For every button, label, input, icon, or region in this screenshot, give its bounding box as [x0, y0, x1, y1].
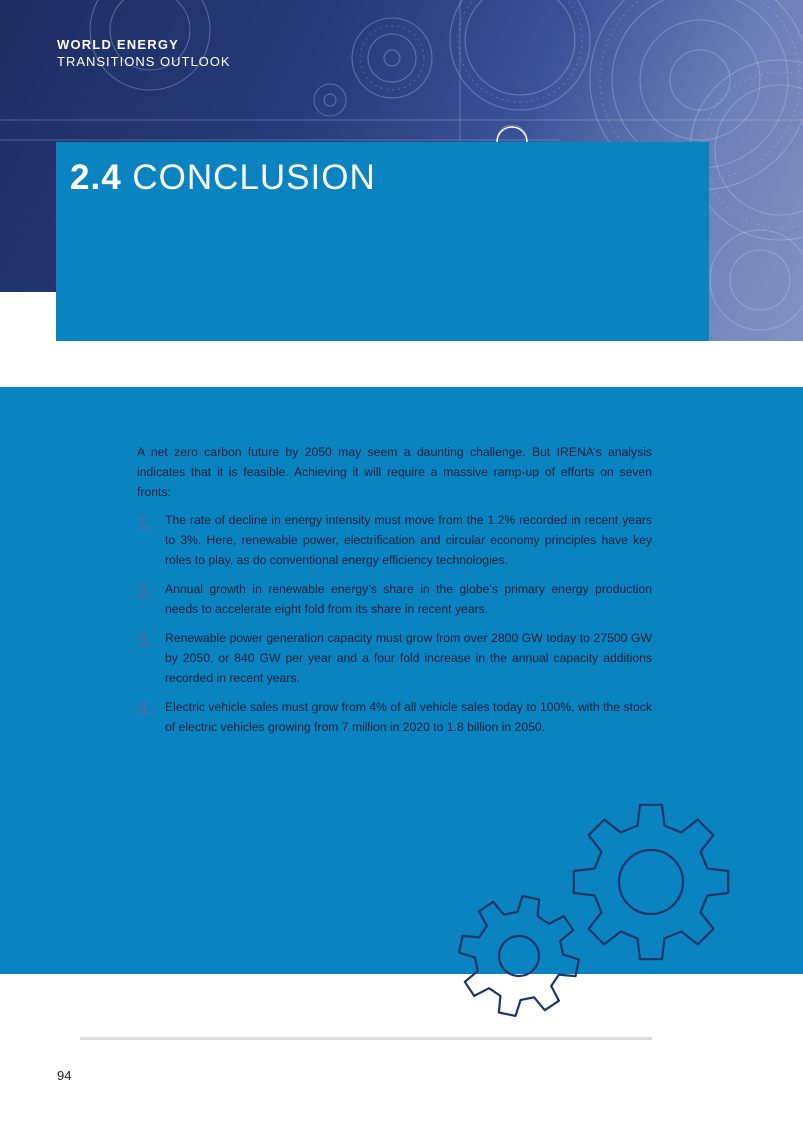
- section-title-text: CONCLUSION: [132, 158, 376, 197]
- list-item-number: 4.: [137, 699, 154, 721]
- footer-divider: [80, 1037, 652, 1040]
- list-item-number: 2.: [137, 581, 154, 603]
- small-gear-icon: [459, 896, 579, 1016]
- intro-paragraph: A net zero carbon future by 2050 may seem a daunting challenge. But IRENA’s analysis indicates that it is feasible. Achieving it will require a massive ramp-up of efforts on seven fronts:: [137, 445, 652, 499]
- list-item-number: 1.: [137, 512, 154, 534]
- list-item-number: 3.: [137, 630, 154, 652]
- list-item-text: Electric vehicle sales must grow from 4% of all vehicle sales today to 100%, with the stock of electric vehicles growing from 7 million in 2020 to 1.8 billion in 2050.: [165, 700, 652, 734]
- large-gear-icon: [574, 805, 728, 959]
- list-item-text: The rate of decline in energy intensity must move from the 1.2% recorded in recent years to 3%. Here, renewable power, electrification and circular economy principles have key roles to play, as do conventional energy efficiency technologies.: [165, 513, 652, 567]
- gear-teeth-outline: [574, 805, 728, 959]
- page-number: 94: [57, 1068, 72, 1083]
- gear-hub: [499, 936, 539, 976]
- list-item-text: Renewable power generation capacity must grow from over 2800 GW today to 27500 GW by 2050, or 840 GW per year and a four fold increase in the annual capacity additions recorded in recent years.: [165, 631, 652, 685]
- gear-teeth-outline: [459, 896, 579, 1016]
- gear-hub: [619, 850, 683, 914]
- brand-line-2: TRANSITIONS OUTLOOK: [57, 54, 231, 69]
- section-number: 2.4: [70, 158, 122, 197]
- list-item-text: Annual growth in renewable energy’s share in the globe’s primary energy production needs to accelerate eight fold from its share in recent years.: [165, 582, 652, 616]
- brand-line-1: WORLD ENERGY: [57, 37, 180, 52]
